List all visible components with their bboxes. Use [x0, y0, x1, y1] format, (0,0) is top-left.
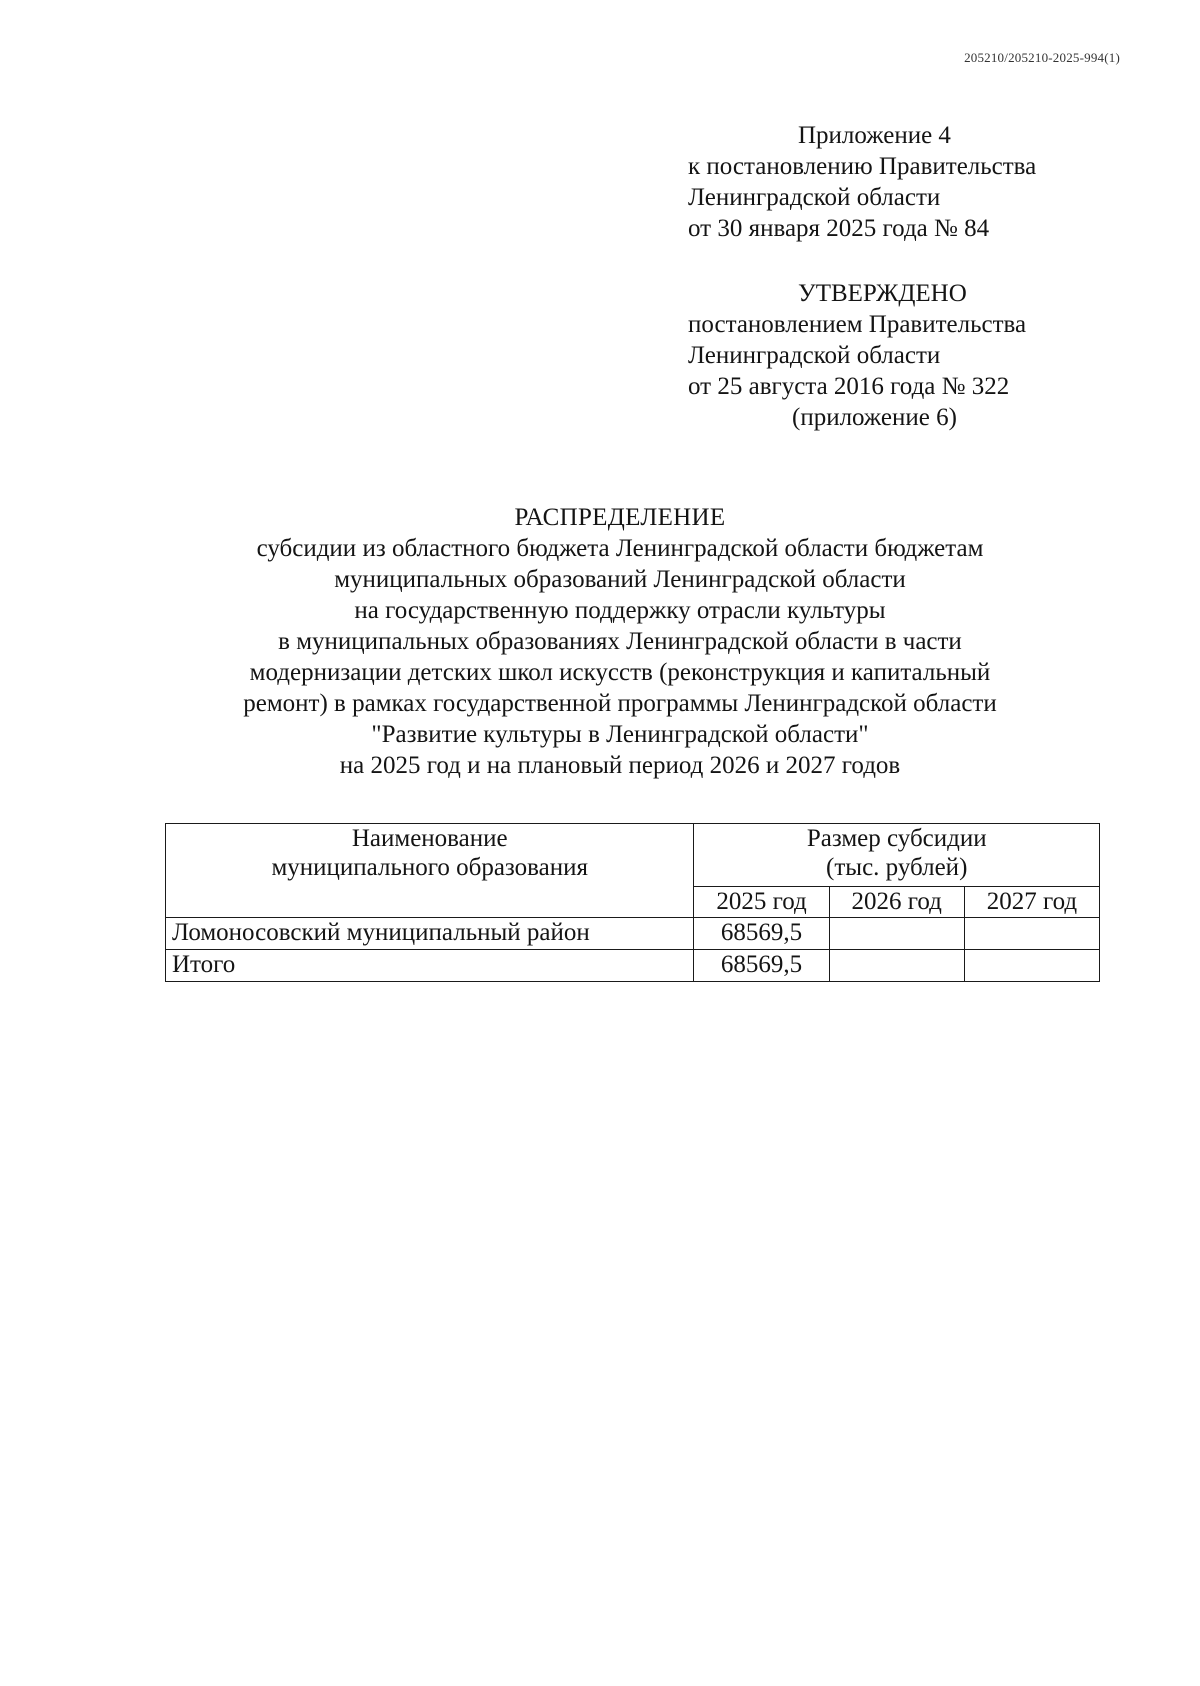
appendix-region-line: Ленинградской области [688, 184, 941, 211]
appendix-reference [688, 120, 1148, 244]
total-label: Итого [166, 950, 694, 982]
title-line: в муниципальных образованиях Ленинградской области в части [278, 628, 962, 655]
approved-appendix-line: (приложение 6) [792, 404, 957, 431]
header-municipality-line1: Наименование [351, 825, 508, 852]
header-municipality [166, 824, 694, 918]
total-value-2026 [829, 950, 964, 982]
header-subsidy-size [694, 824, 1100, 887]
row-value-2027 [964, 918, 1099, 950]
total-value-2027 [964, 950, 1099, 982]
appendix-resolution-line: к постановлению Правительства [688, 153, 1037, 180]
approved-resolution-line: постановлением Правительства [688, 311, 1027, 338]
header-subsidy-line1: Размер субсидии [806, 825, 987, 852]
title-line: на 2025 год и на плановый период 2026 и 2027 годов [339, 752, 901, 779]
header-municipality-line2: муниципального образования [271, 854, 588, 881]
approved-region-line: Ленинградской области [688, 342, 941, 369]
table-total-row [166, 950, 1100, 982]
document-id: 205210/205210-2025-994(1) [964, 50, 1120, 65]
appendix-date-line: от 30 января 2025 года № 84 [688, 215, 990, 242]
title-line: модернизации детских школ искусств (реконструкция и капитальный [249, 659, 991, 686]
approval-stamp [688, 278, 1148, 433]
row-value-2026 [829, 918, 964, 950]
total-value-2025: 68569,5 [694, 950, 829, 982]
approved-date-line: от 25 августа 2016 года № 322 [688, 373, 1010, 400]
header-year-2026: 2026 год [829, 887, 964, 918]
title-line: "Развитие культуры в Ленинградской области" [371, 721, 869, 748]
row-value-2025: 68569,5 [694, 918, 829, 950]
distribution-table [165, 823, 1100, 982]
title-line: ремонт) в рамках государственной программы Ленинградской области [243, 690, 997, 717]
document-title [150, 502, 1090, 781]
header-year-2027: 2027 год [964, 887, 1099, 918]
header-subsidy-line2: (тыс. рублей) [826, 854, 968, 881]
title-heading: РАСПРЕДЕЛЕНИЕ [514, 504, 726, 531]
table-header-row [166, 824, 1100, 887]
title-line: муниципальных образований Ленинградской области [334, 566, 906, 593]
approved-heading: УТВЕРЖДЕНО [798, 280, 967, 307]
title-line: субсидии из областного бюджета Ленинградской области бюджетам [256, 535, 984, 562]
header-year-2025: 2025 год [694, 887, 829, 918]
table-row [166, 918, 1100, 950]
title-line: на государственную поддержку отрасли культуры [354, 597, 886, 624]
appendix-number: Приложение 4 [798, 122, 951, 149]
row-municipality-name: Ломоносовский муниципальный район [166, 918, 694, 950]
